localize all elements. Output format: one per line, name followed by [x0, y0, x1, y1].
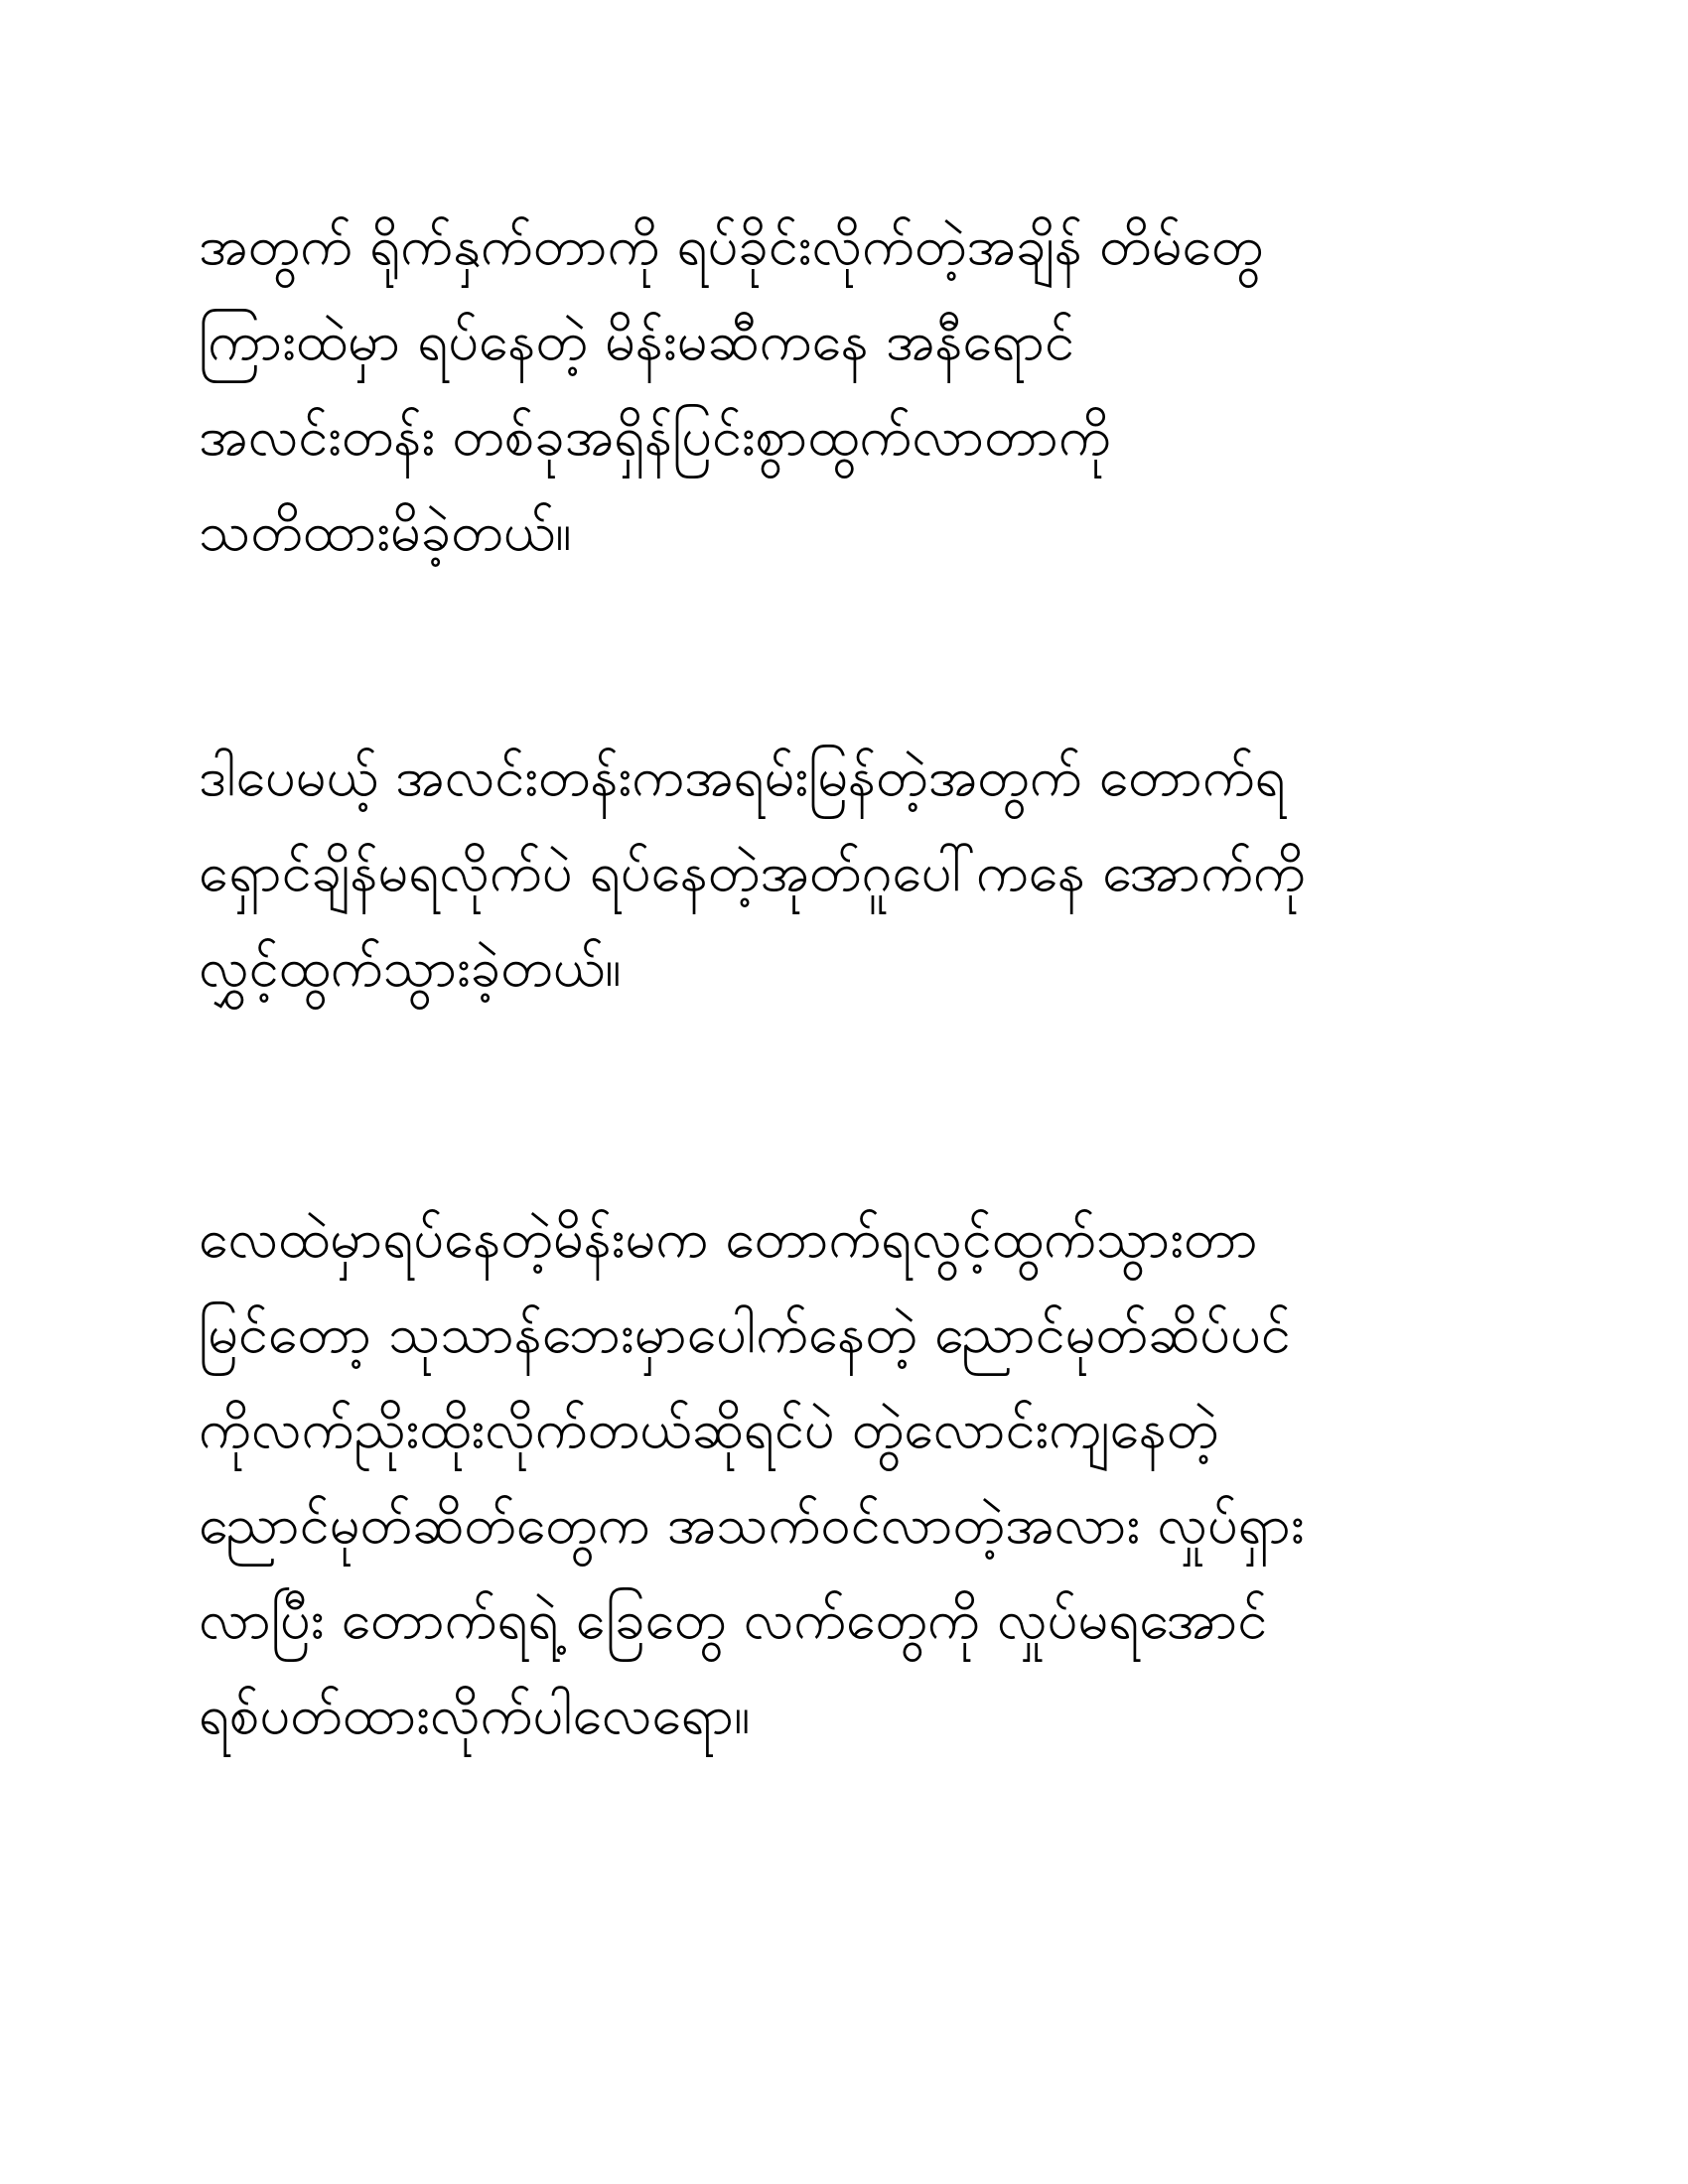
- paragraph-line: ညောင်မုတ်ဆိတ်တွေက အသက်ဝင်လာတဲ့အလား လှုပ်ရှား: [199, 1493, 1305, 1556]
- paragraph-line: အတွက် ရိုက်နှက်တာကို ရပ်ခိုင်းလိုက်တဲ့အချိန် တိမ်တွေ: [199, 214, 1264, 277]
- paragraph-line: ရှောင်ချိန်မရလိုက်ပဲ ရပ်နေတဲ့အုတ်ဂူပေါ်ကနေ အောက်ကို: [199, 841, 1306, 903]
- paragraph-line: ကြားထဲမှာ ရပ်နေတဲ့ မိန်းမဆီကနေ အနီရောင်: [199, 310, 1074, 372]
- paragraph-line: အလင်းတန်း တစ်ခုအရှိန်ပြင်းစွာထွက်လာတာကို: [199, 405, 1111, 468]
- paragraph-line: လေထဲမှာရပ်နေတဲ့မိန်းမက တောက်ရလွင့်ထွက်သွားတာ: [199, 1207, 1258, 1270]
- paragraph-line: လာပြီး တောက်ရရဲ့ ခြေတွေ လက်တွေကို လှုပ်မရအောင်: [199, 1588, 1268, 1651]
- paragraph-line: ဒါပေမယ့် အလင်းတန်းကအရမ်းမြန်တဲ့အတွက် တောက်ရ: [199, 746, 1286, 808]
- paragraph-line: မြင်တော့ သုသာန်ဘေးမှာပေါက်နေတဲ့ ညောင်မုတ်ဆိပ်ပင်: [199, 1302, 1291, 1365]
- paragraph-line: ရစ်ပတ်ထားလိုက်ပါလေရော။: [199, 1684, 751, 1746]
- paragraph-2: [199, 730, 1306, 1016]
- paragraph-line: သတိထားမိခဲ့တယ်။: [199, 500, 572, 563]
- paragraph-line: ကိုလက်ညိုးထိုးလိုက်တယ်ဆိုရင်ပဲ တွဲလောင်းကျနေတဲ့: [199, 1398, 1219, 1460]
- paragraph-3: [199, 1191, 1305, 1763]
- paragraph-1: [199, 199, 1263, 580]
- paragraph-line: လွှင့်ထွက်သွားခဲ့တယ်။: [199, 936, 622, 999]
